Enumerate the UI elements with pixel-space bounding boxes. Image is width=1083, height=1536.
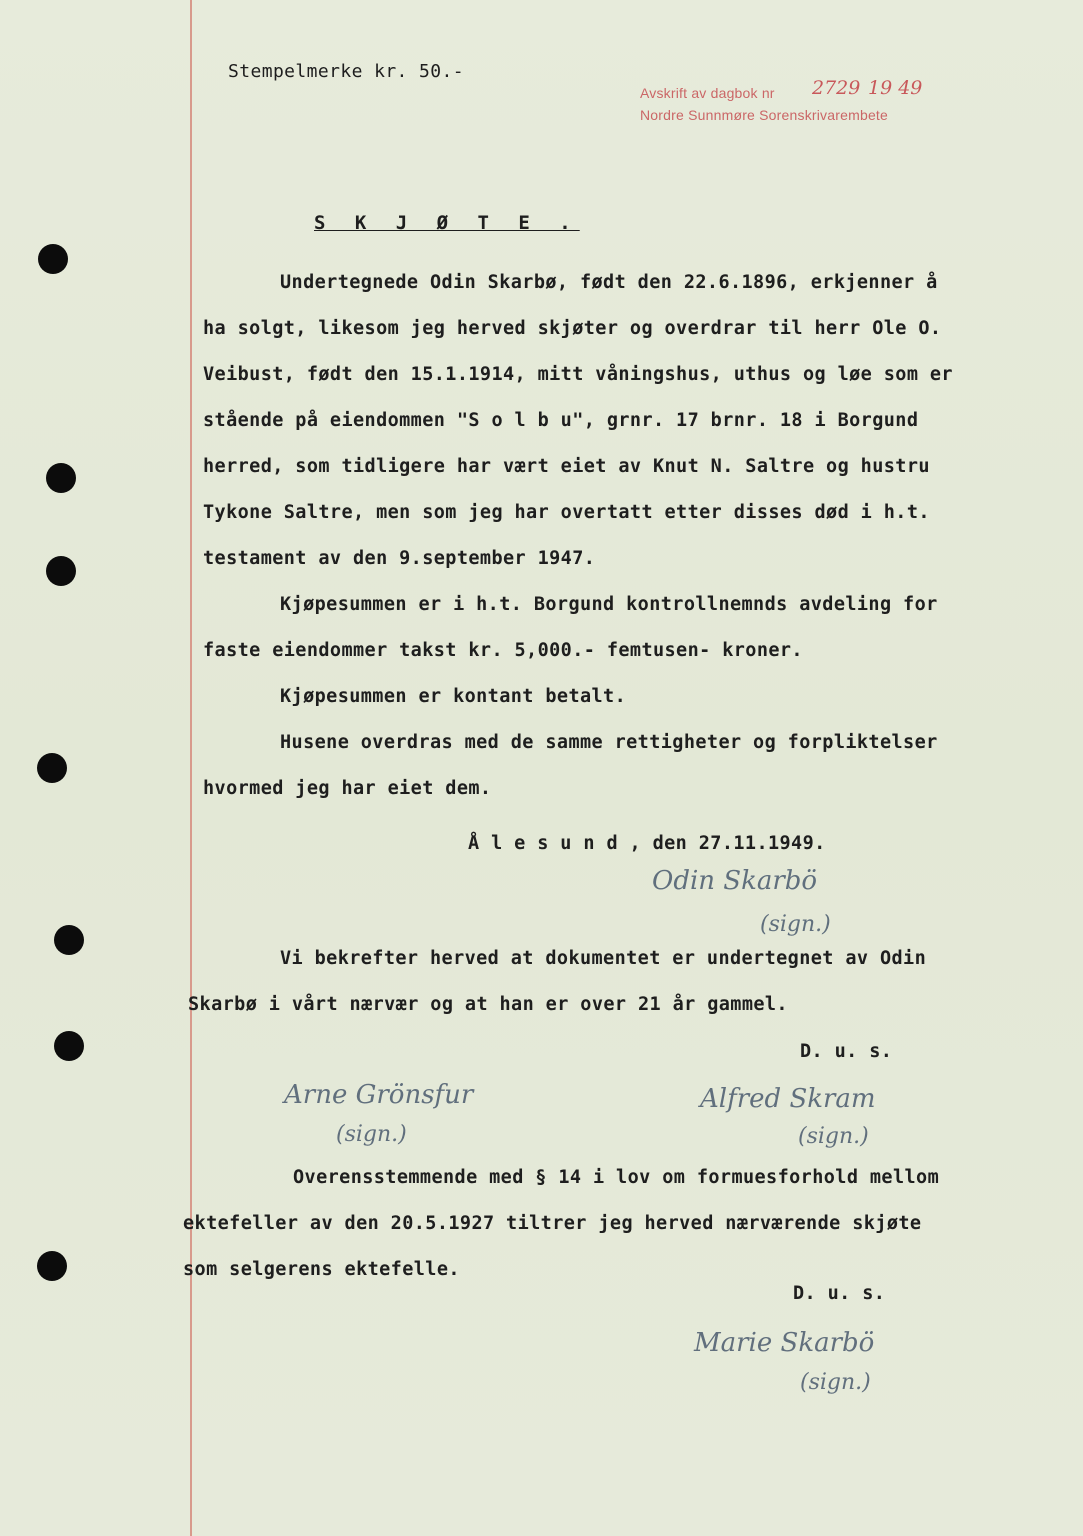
witness-line: Skarbø i vårt nærvær og at han er over 21 år gammel. [188, 994, 788, 1015]
body-line: Undertegnede Odin Skarbø, født den 22.6.1896, erkjenner å [280, 272, 938, 293]
body-line: hvormed jeg har eiet dem. [203, 778, 492, 799]
body-line: stående på eiendommen "S o l b u", grnr. 17 brnr. 18 i Borgund [203, 410, 919, 431]
punch-hole [37, 753, 67, 783]
body-line: Veibust, født den 15.1.1914, mitt våningshus, uthus og løe som er [203, 364, 953, 385]
body-line: testament av den 9.september 1947. [203, 548, 596, 569]
spouse-line: ektefeller av den 20.5.1927 tiltrer jeg herved nærværende skjøte [183, 1213, 922, 1234]
punch-hole [46, 463, 76, 493]
spouse-line: som selgerens ektefelle. [183, 1259, 460, 1280]
witness1-signature: Arne Grönsfur [284, 1080, 474, 1110]
witness-line: Vi bekrefter herved at dokumentet er undertegnet av Odin [280, 948, 927, 969]
body-line: ha solgt, likesom jeg herved skjøter og overdrar til herr Ole O. [203, 318, 942, 339]
dus-closing: D. u. s. [800, 1041, 893, 1062]
witness2-signature: Alfred Skram [700, 1084, 876, 1114]
seller-signature: Odin Skarbö [652, 866, 818, 896]
body-line: Husene overdras med de samme rettigheter og forpliktelser [280, 732, 938, 753]
dus-closing: D. u. s. [793, 1283, 886, 1304]
body-line: faste eiendommer takst kr. 5,000.- femtusen- kroner. [203, 640, 803, 661]
document-title: S K J Ø T E . [314, 212, 580, 234]
spouse-sign-note: (sign.) [800, 1370, 871, 1395]
registry-stamp-line2: Nordre Sunnmøre Sorenskrivarembete [640, 107, 889, 123]
witness1-sign-note: (sign.) [336, 1122, 407, 1147]
body-line: Kjøpesummen er kontant betalt. [280, 686, 627, 707]
punch-hole [54, 925, 84, 955]
registry-stamp-year: 19 49 [868, 77, 923, 99]
punch-hole [54, 1031, 84, 1061]
body-line: herred, som tidligere har vært eiet av Knut N. Saltre og hustru [203, 456, 930, 477]
place-date: Å l e s u n d , den 27.11.1949. [468, 833, 826, 854]
punch-hole [46, 556, 76, 586]
margin-rule [190, 0, 192, 1536]
registry-stamp-line1: Avskrift av dagbok nr [640, 85, 775, 101]
registry-stamp-number: 2729 [812, 77, 861, 99]
punch-hole [38, 244, 68, 274]
stamp-paper-note: Stempelmerke kr. 50.- [228, 61, 464, 82]
body-line: Kjøpesummen er i h.t. Borgund kontrollnemnds avdeling for [280, 594, 938, 615]
body-line: Tykone Saltre, men som jeg har overtatt etter disses død i h.t. [203, 502, 930, 523]
spouse-line: Overensstemmende med § 14 i lov om formuesforhold mellom [293, 1167, 940, 1188]
spouse-signature: Marie Skarbö [694, 1328, 875, 1358]
seller-sign-note: (sign.) [760, 912, 831, 937]
witness2-sign-note: (sign.) [798, 1124, 869, 1149]
punch-hole [37, 1251, 67, 1281]
